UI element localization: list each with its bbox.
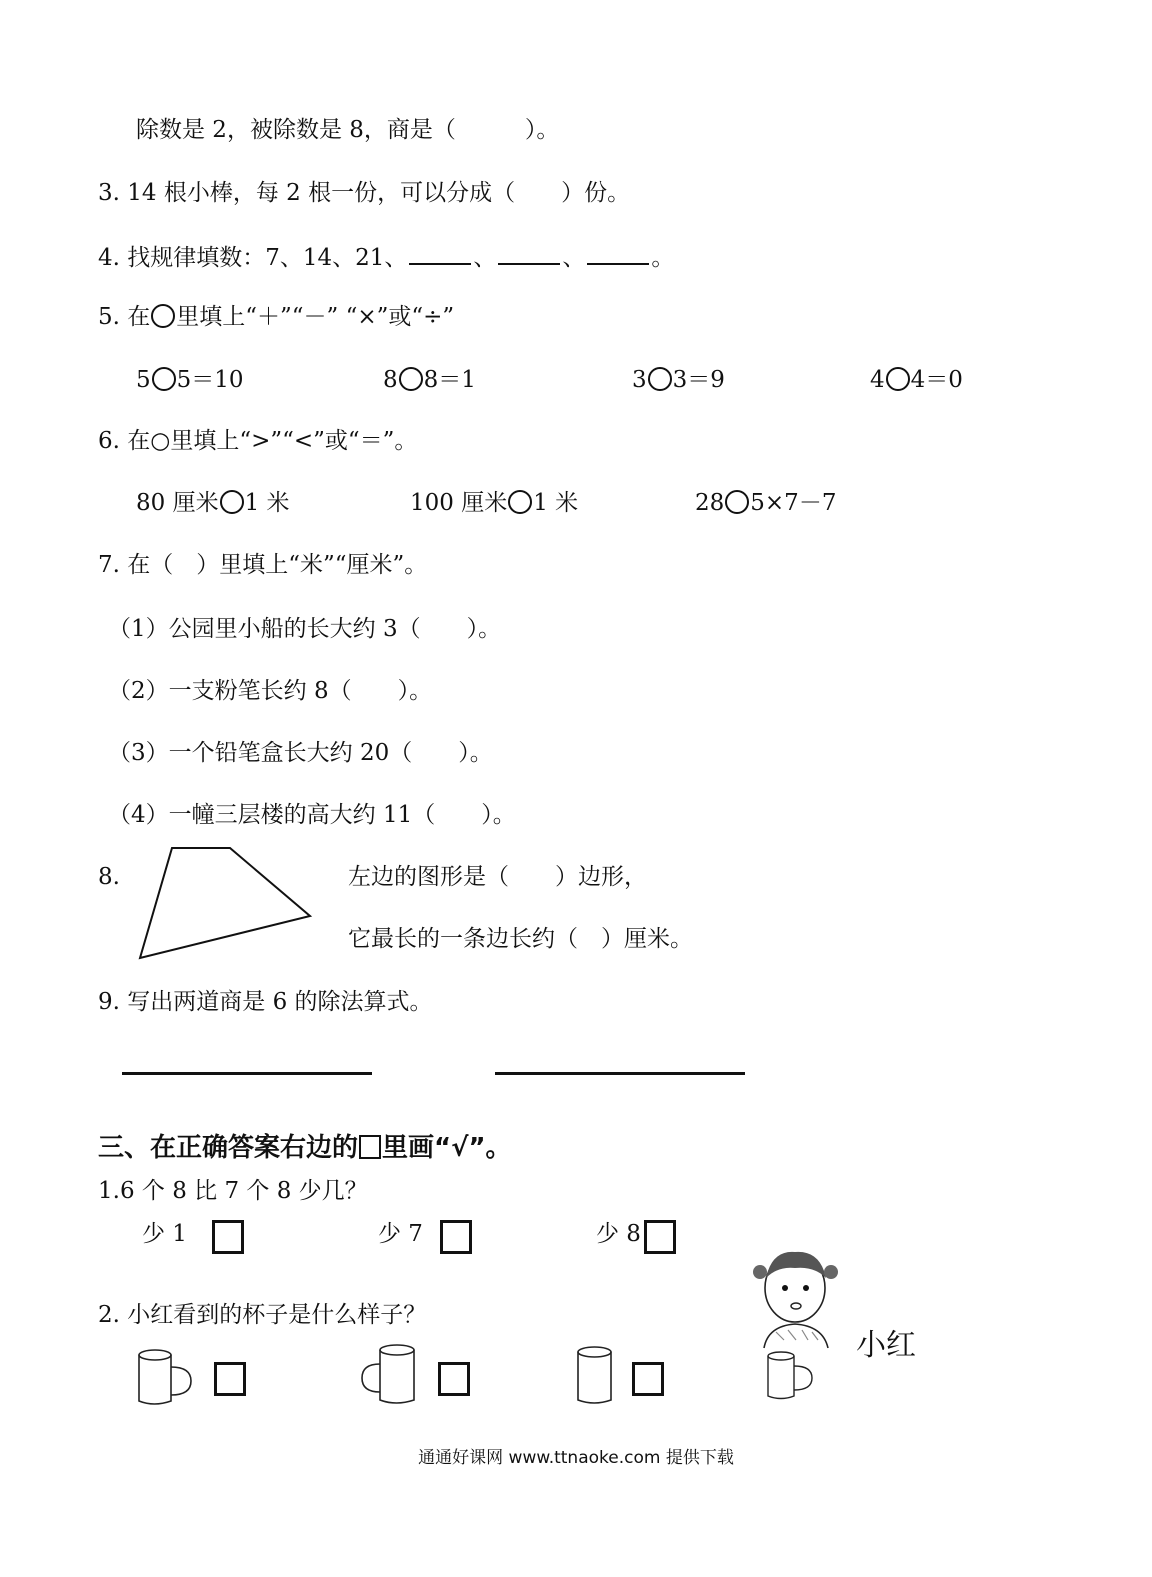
girl-illustration	[748, 1240, 843, 1350]
question-5	[98, 302, 454, 332]
answer-circle[interactable]	[220, 490, 244, 514]
question-7-item: （4）一幢三层楼的高大约 11（ ）。	[108, 802, 516, 828]
answer-blank[interactable]	[587, 241, 649, 265]
option-label: 少 7	[378, 1221, 423, 1247]
section-3-title	[98, 1131, 512, 1165]
answer-circle[interactable]	[508, 490, 532, 514]
q5-item	[136, 365, 244, 395]
operand: 28	[695, 490, 725, 516]
question-7: 7. 在（ ）里填上“米”“厘米”。	[98, 552, 428, 578]
question-4-text: 4. 找规律填数：7、14、21、	[98, 245, 408, 271]
cup-handle-right-icon	[135, 1345, 197, 1407]
q6-item	[410, 488, 578, 518]
answer-checkbox[interactable]	[644, 1220, 676, 1254]
square-icon	[359, 1135, 381, 1159]
operand: 100 厘米	[410, 490, 508, 516]
answer-checkbox[interactable]	[438, 1362, 470, 1396]
operand: 5	[136, 367, 151, 393]
operand: 4＝0	[910, 367, 963, 393]
answer-checkbox[interactable]	[214, 1362, 246, 1396]
answer-circle[interactable]	[152, 367, 176, 391]
q6-item	[695, 488, 836, 518]
separator: 、	[562, 245, 586, 271]
footer-source: 通通好课网 www.ttnaoke.com 提供下载	[418, 1448, 734, 1468]
section-3-title-text: 三、在正确答案右边的	[98, 1133, 359, 1163]
q5-item	[383, 365, 476, 395]
operand: 8＝1	[423, 367, 476, 393]
q6-item	[136, 488, 290, 518]
question-7-item: （3）一个铅笔盒长大约 20（ ）。	[108, 740, 493, 766]
section-3-title-text: 里画“√”。	[382, 1133, 512, 1163]
option-label: 少 8	[596, 1221, 641, 1247]
question-3: 3. 14 根小棒，每 2 根一份，可以分成（ ）份。	[98, 180, 631, 206]
option-label: 少 1	[142, 1221, 187, 1247]
q5-item	[632, 365, 725, 395]
question-7-item: （2）一支粉笔长约 8（ ）。	[108, 678, 433, 704]
answer-circle[interactable]	[886, 367, 910, 391]
question-8-number: 8.	[98, 864, 120, 890]
question-8-line1: 左边的图形是（ ）边形，	[348, 864, 647, 890]
answer-circle[interactable]	[725, 490, 749, 514]
operand: 5＝10	[176, 367, 244, 393]
answer-blank[interactable]	[498, 241, 560, 265]
separator: 、	[473, 245, 497, 271]
answer-checkbox[interactable]	[212, 1220, 244, 1254]
operand: 3	[632, 367, 647, 393]
operand: 4	[870, 367, 885, 393]
question-2-continuation: 除数是 2，被除数是 8，商是（ ）。	[136, 117, 560, 143]
operand: 5×7－7	[750, 490, 837, 516]
answer-blank[interactable]	[409, 241, 471, 265]
sentence-end: 。	[651, 245, 675, 271]
operand: 80 厘米	[136, 490, 219, 516]
answer-line[interactable]	[495, 1072, 745, 1075]
operand: 3＝9	[672, 367, 725, 393]
question-9: 9. 写出两道商是 6 的除法算式。	[98, 989, 433, 1015]
cup-reference-icon	[764, 1348, 820, 1402]
question-5-prefix: 5. 在	[98, 304, 151, 330]
section-3-question-2: 2. 小红看到的杯子是什么样子？	[98, 1302, 427, 1328]
question-4	[98, 241, 674, 273]
answer-checkbox[interactable]	[440, 1220, 472, 1254]
cup-handle-left-icon	[358, 1340, 422, 1408]
q5-item	[870, 365, 963, 395]
operand: 1 米	[244, 490, 290, 516]
answer-circle[interactable]	[399, 367, 423, 391]
operand: 1 米	[533, 490, 579, 516]
section-3-question-1: 1.6 个 8 比 7 个 8 少几？	[98, 1178, 368, 1204]
girl-name-label: 小红	[856, 1328, 916, 1363]
question-7-item: （1）公园里小船的长大约 3（ ）。	[108, 616, 502, 642]
quadrilateral-figure	[130, 840, 320, 965]
operand: 8	[383, 367, 398, 393]
answer-circle[interactable]	[648, 367, 672, 391]
question-5-suffix: 里填上“＋”“－” “×”或“÷”	[176, 304, 455, 330]
question-8-line2: 它最长的一条边长约（ ）厘米。	[348, 926, 693, 952]
answer-line[interactable]	[122, 1072, 372, 1075]
question-6: 6. 在○里填上“>”“<”或“＝”。	[98, 428, 418, 454]
circle-icon	[151, 304, 175, 328]
cup-no-handle-icon	[575, 1342, 615, 1408]
answer-checkbox[interactable]	[632, 1362, 664, 1396]
